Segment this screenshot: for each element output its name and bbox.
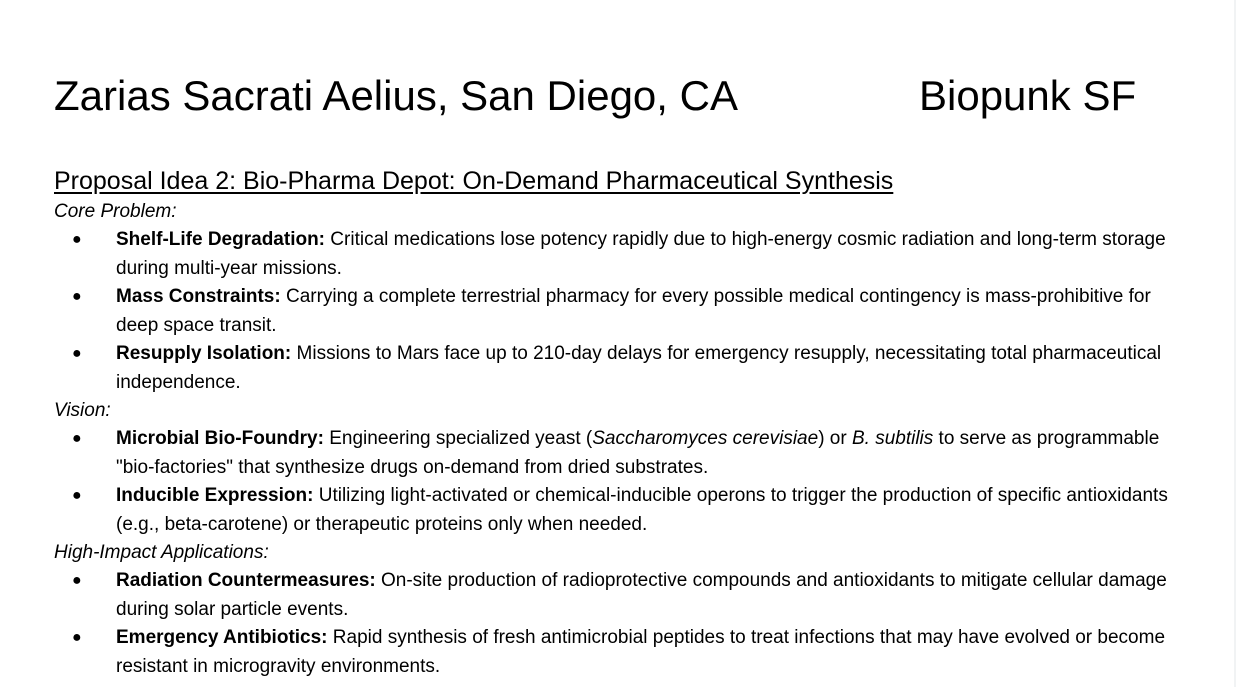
list-item-term: Resupply Isolation: bbox=[116, 343, 292, 364]
bullet-icon: ● bbox=[72, 288, 82, 305]
bullet-icon: ● bbox=[72, 487, 82, 504]
document-body bbox=[54, 164, 1194, 681]
list-item-text: to serve as programmable "bio-factories" that synthesize drugs on-demand from dried substrates. bbox=[116, 428, 1160, 478]
list-item-term: Shelf-Life Degradation: bbox=[116, 229, 326, 250]
list-item-term: Mass Constraints: bbox=[116, 286, 281, 307]
list-item bbox=[54, 425, 1194, 482]
section-label-core-problem: Core Problem: bbox=[54, 201, 177, 222]
bullet-icon: ● bbox=[72, 345, 82, 362]
applications-list bbox=[54, 567, 1194, 681]
proposal-title: Proposal Idea 2: Bio-Pharma Depot: On-Demand Pharmaceutical Synthesis bbox=[54, 167, 894, 195]
author-location-heading: Zarias Sacrati Aelius, San Diego, CA bbox=[54, 72, 738, 119]
list-item bbox=[54, 340, 1194, 397]
bullet-icon: ● bbox=[72, 231, 82, 248]
list-item bbox=[54, 283, 1194, 340]
document-header bbox=[54, 72, 1184, 122]
bullet-icon: ● bbox=[72, 572, 82, 589]
list-item bbox=[54, 482, 1194, 539]
category-heading: Biopunk SF bbox=[919, 72, 1137, 119]
list-item-term: Inducible Expression: bbox=[116, 485, 314, 506]
bullet-icon: ● bbox=[72, 430, 82, 447]
section-label-applications: High-Impact Applications: bbox=[54, 542, 269, 563]
list-item-text: Critical medications lose potency rapidly due to high-energy cosmic radiation and long-term storage during multi-year missions. bbox=[116, 229, 1166, 279]
list-item-term: Emergency Antibiotics: bbox=[116, 627, 328, 648]
list-item-term: Microbial Bio-Foundry: bbox=[116, 428, 324, 449]
vision-list bbox=[54, 425, 1194, 539]
section-label-vision: Vision: bbox=[54, 400, 111, 421]
list-item-text: On-site production of radioprotective compounds and antioxidants to mitigate cellular damage during solar particle events. bbox=[116, 570, 1167, 620]
list-item-text: ) or bbox=[818, 428, 852, 449]
core-problem-list bbox=[54, 226, 1194, 397]
bullet-icon: ● bbox=[72, 629, 82, 646]
list-item-text: Rapid synthesis of fresh antimicrobial peptides to treat infections that may have evolved or become resistant in microgravity environments. bbox=[116, 627, 1166, 677]
list-item bbox=[54, 624, 1194, 681]
list-item-text: Carrying a complete terrestrial pharmacy for every possible medical contingency is mass-prohibitive for deep space transit. bbox=[116, 286, 1151, 336]
species-name-bacterium: B. subtilis bbox=[851, 428, 934, 449]
list-item-text: Utilizing light-activated or chemical-inducible operons to trigger the production of specific antioxidants (e.g., beta-carotene) or therapeutic proteins only when needed. bbox=[116, 485, 1168, 535]
list-item-text: Missions to Mars face up to 210-day delays for emergency resupply, necessitating total pharmaceutical independence. bbox=[116, 343, 1162, 393]
species-name-yeast: Saccharomyces cerevisiae bbox=[592, 428, 819, 449]
list-item-text: Engineering specialized yeast ( bbox=[323, 428, 593, 449]
list-item bbox=[54, 567, 1194, 624]
list-item-term: Radiation Countermeasures: bbox=[116, 570, 376, 591]
list-item bbox=[54, 226, 1194, 283]
